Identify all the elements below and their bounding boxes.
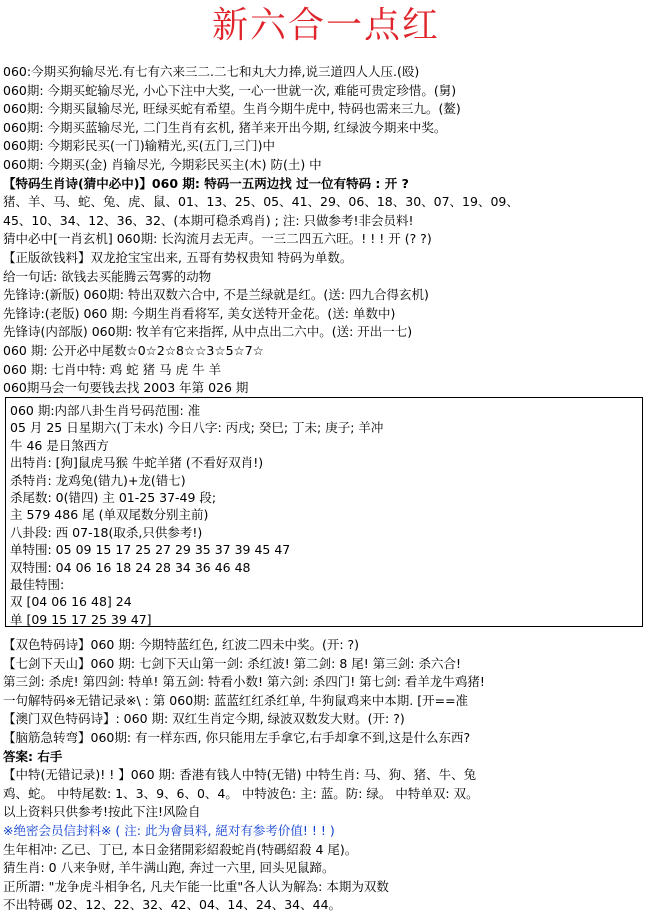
top-line-3: 060期: 今期买蓝输尽光, 二门生肖有玄机, 猪羊来开出今期, 红绿波今期来中奖。 bbox=[3, 119, 447, 135]
top-line-12: 先锋诗:(新版) 060期: 特出双数六合中, 不是兰绿就是红。(送: 四九合得玄机) bbox=[3, 287, 429, 303]
bottom-line-9: 以上资料只供参考!按此下注!风险自 bbox=[3, 804, 201, 820]
box-line-3: 出特肖: [狗]鼠虎马猴 牛蛇羊猪 (不看好双肖!) bbox=[10, 455, 264, 471]
bottom-line-5: 【脑筋急转弯】060期: 有一样东西, 你只能用左手拿它,右手却拿不到,这是什么东西? bbox=[3, 730, 471, 745]
box-line-9: 双特围: 04 06 16 18 24 28 34 36 46 48 bbox=[10, 559, 251, 575]
bottom-line-3: 一句解特码※无错记录※\ : 第 060期: 蓝蓝红红杀红单, 牛狗鼠鸡来中本期. [开==准 bbox=[3, 692, 469, 708]
bottom-line-2: 第三剑: 杀虎! 第四剑: 特单! 第五剑: 特看小数! 第六剑: 杀四门! 第七剑: 看羊龙牛鸡猪! bbox=[3, 674, 485, 690]
box-line-7: 八卦段: 西 07-18(取杀,只供参考!) bbox=[10, 524, 203, 540]
box-line-4: 杀特肖: 龙鸡兔(错九)+龙(错七) bbox=[10, 472, 186, 488]
bottom-line-13: 正所謂: "龙争虎斗相争名, 凡夫乍能一比重"各人认为解為: 本期为双数 bbox=[3, 878, 389, 894]
box-line-1: 05 月 25 日星期六(丁未水) 今日八字: 丙戌; 癸巳; 丁未; 庚子; 羊冲 bbox=[10, 420, 384, 436]
bottom-line-1: 【七剑下天山】060 期: 七剑下天山第一剑: 杀红波! 第二剑: 8 尾! 第三剑: 杀六合! bbox=[3, 655, 461, 671]
bottom-line-11: 生年相冲: 乙已、丁已, 本日金猪開彩紹殺蛇肖(特碼紹殺 4 尾)。 bbox=[3, 841, 358, 857]
top-line-15: 060 期: 公开必中尾数☆0☆2☆8☆☆3☆5☆7☆ bbox=[3, 343, 264, 358]
page-title: 新六合一点红 bbox=[211, 5, 440, 46]
bottom-line-10: ※绝密会员信封料※ ( 注: 此为會員料, 絕对有参考价值! ! ! ) bbox=[3, 823, 335, 838]
bottom-line-6: 答案: 右手 bbox=[3, 748, 63, 764]
box-line-11: 双 [04 06 16 48] 24 bbox=[10, 594, 132, 610]
box-line-10: 最佳特围: bbox=[10, 577, 65, 592]
bottom-line-8: 鸡、蛇。 中特尾数: 1、3、9、6、0、4。 中特波色: 主: 蓝。防: 绿。 中特单双: 双。 bbox=[3, 785, 479, 801]
top-line-16: 060 期: 七肖中特: 鸡 蛇 猪 马 虎 牛 羊 bbox=[3, 361, 222, 377]
top-line-10: 【正版欲钱料】双龙抢宝宝出来, 五哥有势权贵知 特码为单数。 bbox=[3, 250, 353, 265]
bottom-line-0: 【双色特码诗】060 期: 今期特蓝红色, 红波二四未中奖。(开: ?) bbox=[3, 637, 360, 652]
box-line-0: 060 期:内部八卦生肖号码范围: 准 bbox=[10, 403, 201, 418]
bottom-line-14: 不出特碼 02、12、22、32、42、04、14、24、34、44。 bbox=[3, 897, 342, 913]
box-line-6: 主 579 486 尾 (单双尾数分别主前) bbox=[10, 507, 209, 523]
box-line-12: 单 [09 15 17 25 39 47] bbox=[10, 611, 152, 627]
bottom-line-12: 猜生肖: 0 八来争财, 羊牛满山跑, 奔过一六里, 回头见鼠蹄。 bbox=[3, 860, 335, 876]
top-line-9: 猜中必中[一肖玄机] 060期: 长沟流月去无声。一三二四五六旺。! ! ! 开 (? ?) bbox=[3, 231, 432, 247]
box-line-5: 杀尾数: 0(错四) 主 01-25 37-49 段; bbox=[10, 490, 217, 505]
top-line-13: 先锋诗:(老版) 060 期: 今期生肖看将军, 美女送特开金花。(送: 单数中) bbox=[3, 305, 396, 321]
bottom-line-7: 【中特(无错记录)! ! 】060 期: 香港有钱人中特(无错) 中特生肖: 马、狗、猪、牛、兔 bbox=[3, 767, 477, 783]
top-line-1: 060期: 今期买蛇输尽光, 小心下注中大奖, 一心一世就一次, 难能可贵定珍惜。(舅) bbox=[3, 82, 457, 98]
top-line-14: 先锋诗(内部版) 060期: 牧羊有它来指挥, 从中点出二六中。(送: 开出一七) bbox=[3, 324, 413, 340]
top-line-11: 给一句话: 欲钱去买能腾云驾雾的动物 bbox=[3, 268, 212, 284]
top-line-4: 060期: 今期彩民买(一门)输精光,买(五门,三门)中 bbox=[3, 138, 275, 154]
top-line-0: 060:今期买狗输尽光.有七有六来三二.二七和丸大力捧,说三道四人人压.(殴) bbox=[3, 64, 420, 79]
top-line-8: 45、10、34、12、36、32、(本期可稳杀鸡肖) ; 注: 只做参考!非会员料! bbox=[3, 212, 414, 228]
top-line-7: 猪、羊、马、蛇、兔、虎、鼠、01、13、25、05、41、29、06、18、30、07、19、09、 bbox=[3, 194, 519, 210]
top-line-2: 060期: 今期买鼠输尽光, 旺绿买蛇有希望。生肖今期牛虎中, 特码也需来三九。(鳌) bbox=[3, 101, 461, 117]
box-line-2: 牛 46 是日煞西方 bbox=[10, 437, 109, 453]
box-line-8: 单特围: 05 09 15 17 25 27 29 35 37 39 45 47 bbox=[10, 542, 291, 558]
top-line-5: 060期: 今期买(金) 肖输尽光, 今期彩民买主(木) 防(土) 中 bbox=[3, 157, 322, 172]
top-line-6: 【特码生肖诗(猜中必中)】060 期: 特码一五两边找 过一位有特码 : 开 ? bbox=[3, 175, 409, 191]
bottom-line-4: 【澳门双色特码诗】: 060 期: 双红生肖定今期, 绿波双数发大财。(开: ?) bbox=[3, 711, 405, 727]
top-line-17: 060期马会一句要钱去找 2003 年第 026 期 bbox=[3, 380, 249, 396]
